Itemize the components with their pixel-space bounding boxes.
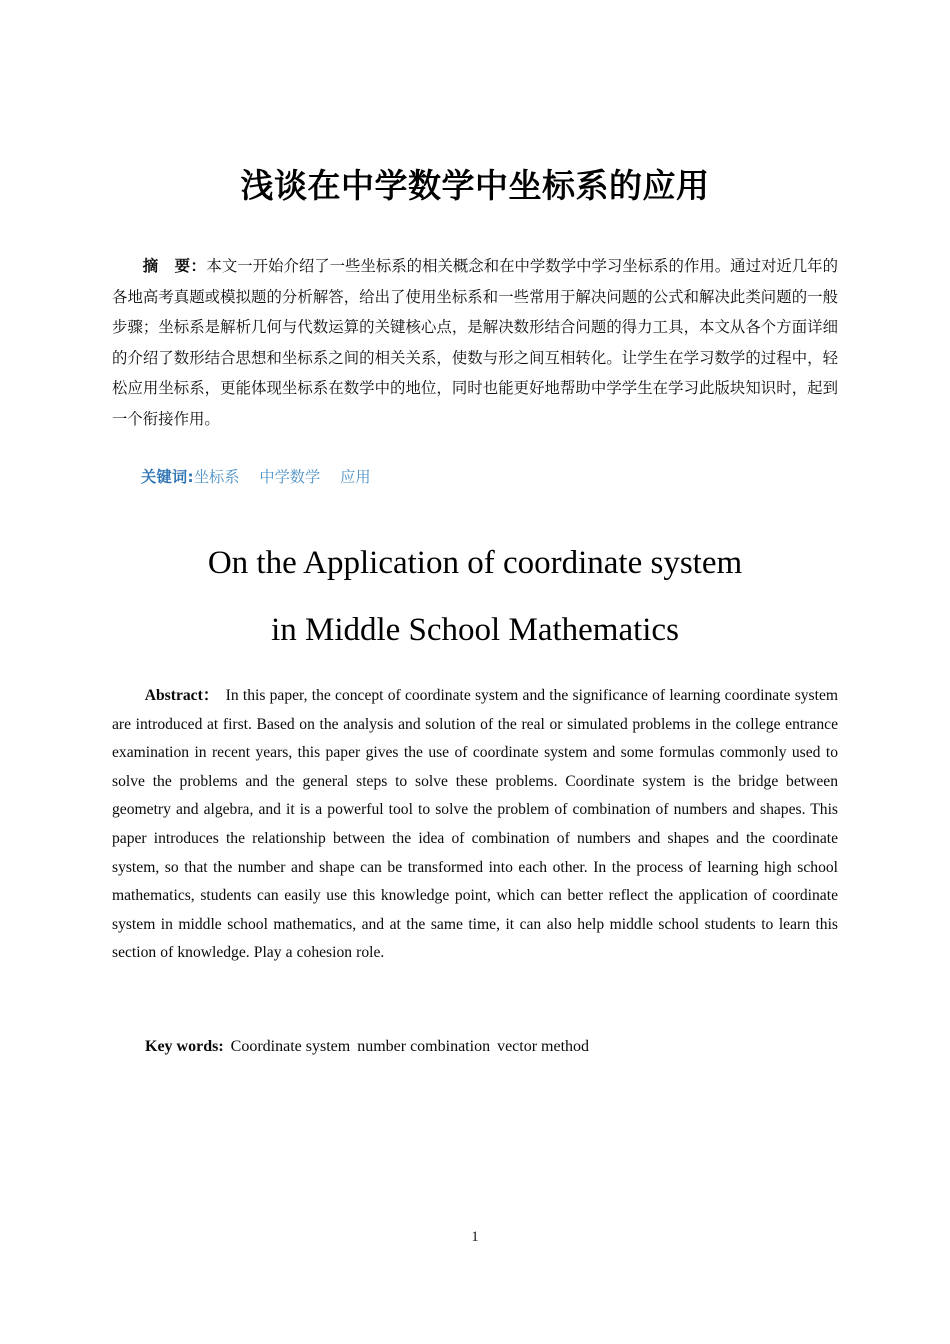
english-keyword-item: vector method [497,1037,590,1055]
english-abstract-body: In this paper, the concept of coordinate system and the significance of learning coordinate system are introduced at first. Based on the analysis and solution of the real or simulated problems in the college entrance examination in recent years, this paper gives the use of coordinate system and some formulas commonly used to solve the problems and the general steps to solve these problems. Coordinate system is the bridge between geometry and algebra, and it is a powerful tool to solve the problem of combination of numbers and shapes. This paper introduces the relationship between the idea of combination of numbers and shapes and the coordinate system, so that the number and shape can be transformed into each other. In the process of learning high school mathematics, students can easily use this knowledge point, which can better reflect the application of coordinate system in middle school mathematics, and at the same time, it can also help middle school students to learn this section of knowledge. Play a cohesion role. [112,687,839,962]
chinese-abstract-label: 摘 要： [142,257,207,275]
english-keyword-item: number combination [357,1037,491,1055]
chinese-title: 浅谈在中学数学中坐标系的应用 [240,166,710,205]
english-title-line-2: in Middle School Mathematics [271,612,679,648]
english-keywords [112,968,838,1060]
chinese-keyword-item: 应用 [340,468,371,486]
chinese-abstract [112,209,838,434]
chinese-keyword-item: 坐标系 [193,468,240,486]
chinese-abstract-body: 本文一开始介绍了一些坐标系的相关概念和在中学数学中学习坐标系的作用。通过对近几年的各地高考真题或模拟题的分析解答，给出了使用坐标系和一些常用于解决问题的公式和解决此类问题的一般步骤；坐标系是解析几何与代数运算的关键核心点，是解决数形结合问题的得力工具，本文从各个方面详细的介绍了数形结合思想和坐标系之间的相关关系，使数与形之间互相转化。让学生在学习数学的过程中，轻松应用坐标系，更能体现坐标系在数学中的地位，同时也能更好地帮助中学学生在学习此版块知识时，起到一个衔接作用。 [112,257,838,428]
page-number: 1 [471,1229,479,1245]
chinese-keywords-label: 关键词: [141,468,194,486]
english-keywords-label: Key words: [145,1037,224,1055]
english-keyword-item: Coordinate system [230,1037,351,1055]
page-content [112,0,838,1060]
chinese-keywords [112,434,838,490]
english-title [112,490,838,664]
chinese-keyword-item: 中学数学 [259,468,321,486]
english-abstract [112,664,838,968]
english-abstract-label: Abstract： [144,687,219,704]
english-title-line-1: On the Application of coordinate system [207,545,743,581]
